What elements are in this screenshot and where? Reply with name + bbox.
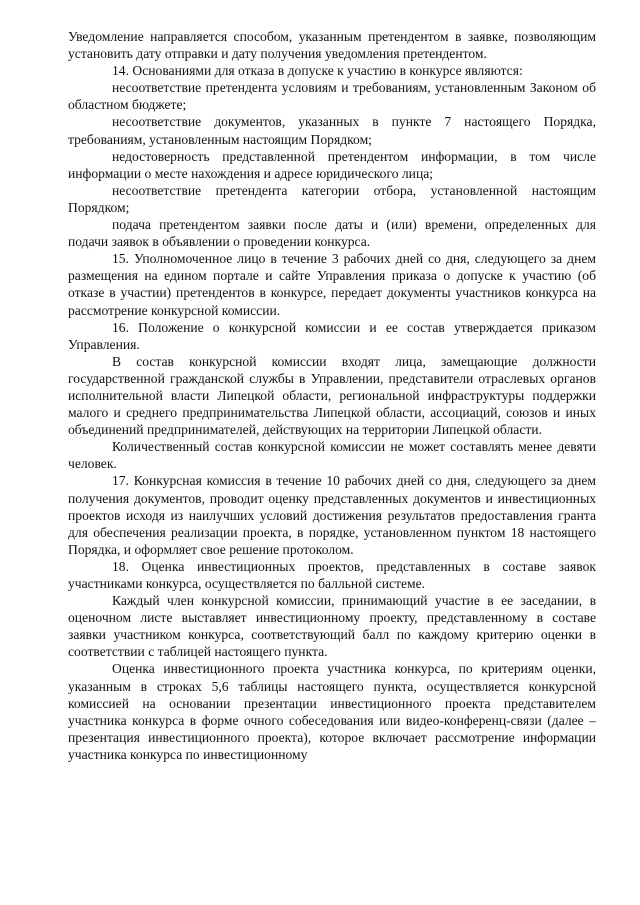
paragraph-item-15: 15. Уполномоченное лицо в течение 3 рабочих дней со дня, следующего за днем размещения на едином портале и сайте Управления приказа о допуске к участию (об отказе в участии) претендентов в конкурсе, передает документы участников конкурса на рассмотрение конкурсной комиссии. xyxy=(68,251,596,318)
paragraph-notification-method: Уведомление направляется способом, указанным претендентом в заявке, позволяющим установить дату отправки и дату получения уведомления претендентом. xyxy=(68,29,596,62)
document-page xyxy=(68,28,596,763)
paragraph-item-17: 17. Конкурсная комиссия в течение 10 рабочих дней со дня, следующего за днем получения документов, проводит оценку представленных документов и инвестиционных проектов исходя из наилучших условий достижения результатов предоставления гранта для обеспечения реализации проекта, в порядке, установленном пунктом 18 настоящего Порядка, и оформляет свое решение протоколом. xyxy=(68,473,596,557)
paragraph-reason-documents: несоответствие документов, указанных в пункте 7 настоящего Порядка, требованиям, установленным настоящим Порядком; xyxy=(68,114,596,147)
paragraph-reason-requirements: несоответствие претендента условиям и требованиям, установленным Законом об областном бюджете; xyxy=(68,80,596,113)
paragraph-reason-unreliable-info: недостоверность представленной претендентом информации, в том числе информации о месте нахождения и адресе юридического лица; xyxy=(68,148,596,181)
paragraph-presentation-evaluation: Оценка инвестиционного проекта участника конкурса, по критериям оценки, указанным в строках 5,6 таблицы настоящего пункта, осуществляется конкурсной комиссией на основании презентации инвестиционного проекта представителем участника конкурса в форме очного собеседования или видео-конференц-связи (далее – презентация инвестиционного проекта), которое включает рассмотрение информации участника конкурса по инвестиционному xyxy=(68,661,596,762)
paragraph-item-16: 16. Положение о конкурсной комиссии и ее состав утверждается приказом Управления. xyxy=(68,319,596,352)
paragraph-evaluation-sheet: Каждый член конкурсной комиссии, принимающий участие в ее заседании, в оценочном листе выставляет инвестиционному проекту, представленному в составе заявки участником конкурса, соответствующий балл по каждому критерию оценки в соответствии с таблицей настоящего пункта. xyxy=(68,593,596,660)
paragraph-commission-composition: В состав конкурсной комиссии входят лица, замещающие должности государственной гражданской службы в Управлении, представители отраслевых органов исполнительной власти Липецкой области, региональной инфраструктуры поддержки малого и среднего предпринимательства Липецкой области, ассоциаций, союзов и иных объединений предпринимателей, действующих на территории Липецкой области. xyxy=(68,353,596,438)
paragraph-commission-size: Количественный состав конкурсной комиссии не может составлять менее девяти человек. xyxy=(68,439,596,472)
paragraph-item-14: 14. Основаниями для отказа в допуске к участию в конкурсе являются: xyxy=(112,63,523,79)
paragraph-item-18: 18. Оценка инвестиционных проектов, представленных в составе заявок участниками конкурса, осуществляется по балльной системе. xyxy=(68,558,596,591)
paragraph-reason-category: несоответствие претендента категории отбора, установленной настоящим Порядком; xyxy=(68,182,596,215)
paragraph-reason-late-application: подача претендентом заявки после даты и (или) времени, определенных для подачи заявок в объявлении о проведении конкурса. xyxy=(68,217,596,250)
